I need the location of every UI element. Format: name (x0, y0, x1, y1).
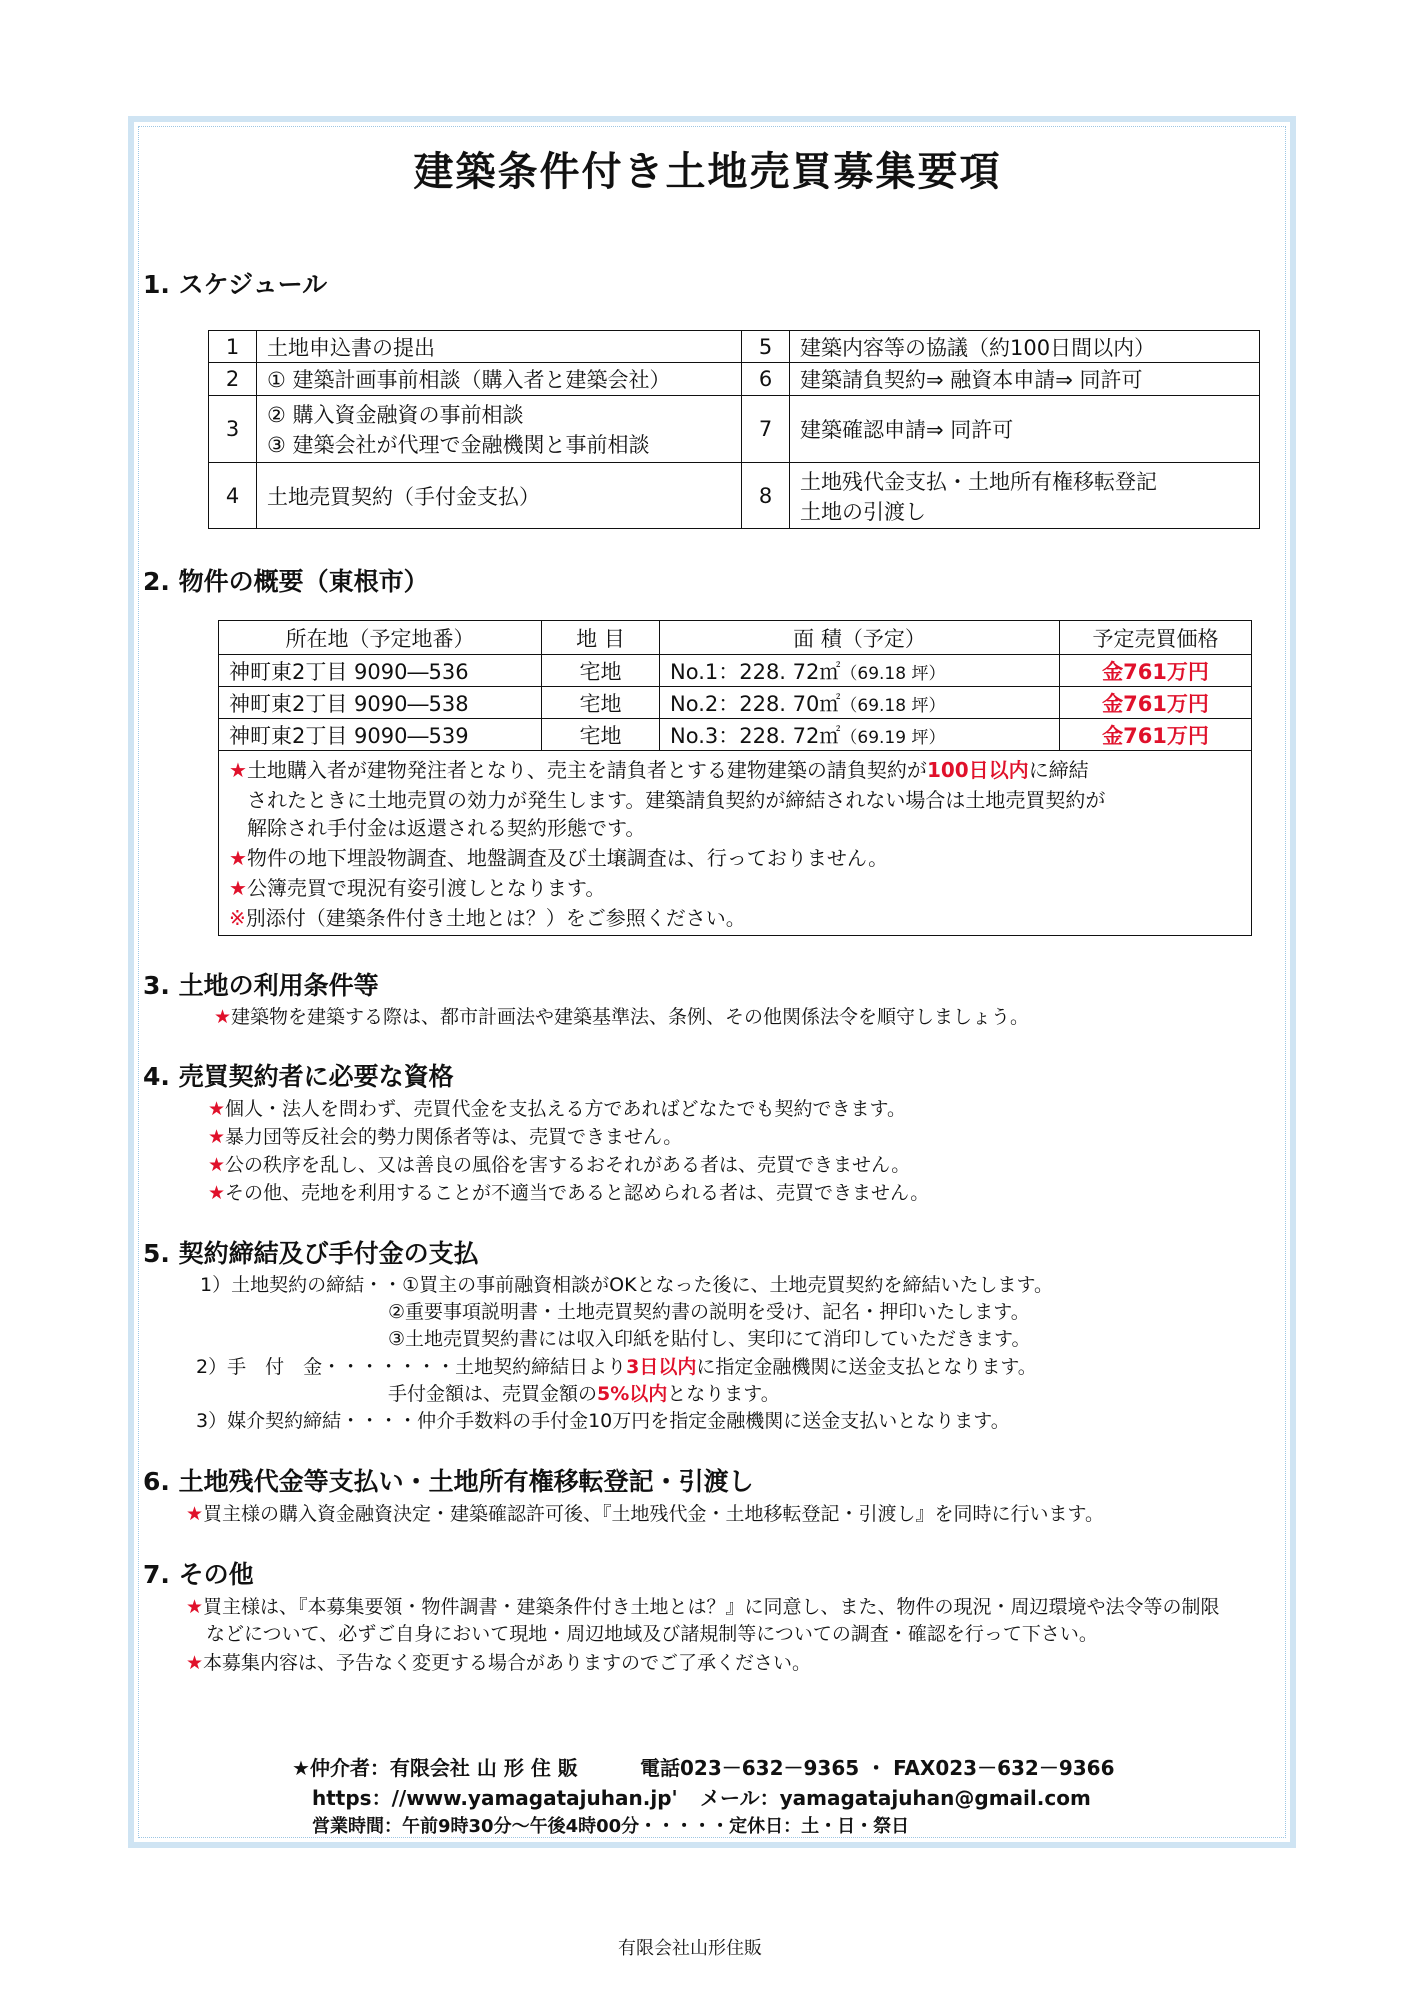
section-7-line: ★本募集内容は、予告なく変更する場合がありますのでご了承ください。 (186, 1652, 812, 1674)
section-4-line: ★その他、売地を利用することが不適当であると認められる者は、売買できません。 (208, 1182, 930, 1204)
note-line: されたときに土地売買の効力が発生します。建築請負契約が締結されない場合は土地売買契約が (247, 788, 1106, 812)
step-number: 3 (209, 396, 257, 463)
column-header: 地 目 (542, 621, 660, 655)
section-6-line: ★買主様の購入資金融資決定・建築確認許可後、『土地残代金・土地移転登記・引渡し』を同時に行います。 (186, 1503, 1105, 1525)
step-text-line: 土地の引渡し (800, 499, 926, 524)
star-icon: ★ (229, 876, 247, 900)
land-use-cell: 宅地 (542, 719, 660, 751)
section-5-line: 3）媒介契約締結・・・・仲介手数料の手付金10万円を指定金融機関に送金支払いとなります。 (196, 1410, 1010, 1432)
land-use-cell: 宅地 (542, 655, 660, 687)
section-6-heading: 6. 土地残代金等支払い・土地所有権移転登記・引渡し (143, 1467, 754, 1496)
price-cell: 金761万円 (1060, 655, 1252, 687)
note-line: 解除され手付金は返還される契約形態です。 (247, 816, 646, 840)
step-number: 1 (209, 331, 257, 363)
land-use-cell: 宅地 (542, 687, 660, 719)
star-icon: ★ (208, 1154, 226, 1176)
step-text: 土地申込書の提出 (257, 331, 742, 363)
step-text (790, 463, 1260, 529)
note-line: ★土地購入者が建物発注者となり、売主を請負者とする建物建築の請負契約が100日以内に締結 (229, 758, 1089, 782)
step-text (257, 396, 742, 463)
column-header: 所在地（予定地番） (219, 621, 542, 655)
location-cell: 神町東2丁目 9090―538 (219, 687, 542, 719)
step-text-line: ② 購入資金融資の事前相談 (267, 403, 524, 427)
section-5-line: ③土地売買契約書には収入印紙を貼付し、実印にて消印していただきます。 (388, 1328, 1031, 1350)
property-row (219, 655, 1252, 687)
step-text-line: 土地残代金支払・土地所有権移転登記 (800, 469, 1157, 494)
section-7-heading: 7. その他 (143, 1560, 254, 1589)
property-notes (218, 750, 1252, 936)
reference-mark: ※ (229, 906, 246, 930)
contact-phone-fax: 電話023－632－9365 ・ FAX023－632－9366 (640, 1756, 1115, 1780)
section-3-line: ★建築物を建築する際は、都市計画法や建築基準法、条例、その他関係法令を順守しましょう。 (214, 1006, 1030, 1028)
star-icon: ★ (229, 846, 247, 870)
section-5-line: 2）手 付 金・・・・・・・土地契約締結日より3日以内に指定金融機関に送金支払となります。 (196, 1356, 1037, 1378)
business-hours: 営業時間：午前9時30分～午後4時00分・・・・・定休日：土・日・祭日 (312, 1816, 910, 1837)
price-cell: 金761万円 (1060, 719, 1252, 751)
section-5-line: 手付金額は、売買金額の5%以内となります。 (388, 1383, 780, 1405)
website-link[interactable]: https：//www.yamagatajuhan.jp' (312, 1786, 678, 1810)
column-header: 予定売買価格 (1060, 621, 1252, 655)
step-number: 6 (742, 363, 790, 396)
section-4-line: ★個人・法人を問わず、売買代金を支払える方であればどなたでも契約できます。 (208, 1098, 907, 1120)
section-3-heading: 3. 土地の利用条件等 (143, 971, 379, 1000)
star-icon: ★ (208, 1126, 226, 1148)
schedule-row (209, 463, 1260, 529)
page-title: 建築条件付き土地売買募集要項 (413, 149, 1002, 195)
section-1-heading: 1. スケジュール (143, 270, 328, 299)
note-line: ★公簿売買で現況有姿引渡しとなります。 (229, 876, 606, 900)
step-text: ① 建築計画事前相談（購入者と建築会社） (257, 363, 742, 396)
company-name-bottom: 有限会社山形住販 (618, 1938, 762, 1959)
schedule-table (208, 330, 1260, 529)
section-5-line: ②重要事項説明書・土地売買契約書の説明を受け、記名・押印いたします。 (388, 1301, 1030, 1323)
location-cell: 神町東2丁目 9090―539 (219, 719, 542, 751)
schedule-row (209, 363, 1260, 396)
area-cell (660, 719, 1060, 751)
step-number: 7 (742, 396, 790, 463)
property-table (218, 620, 1252, 751)
area-tsubo: （69.18 坪） (840, 695, 946, 716)
step-text: 建築請負契約⇒ 融資本申請⇒ 同許可 (790, 363, 1260, 396)
section-5-heading: 5. 契約締結及び手付金の支払 (143, 1239, 479, 1268)
step-number: 5 (742, 331, 790, 363)
section-4-line: ★公の秩序を乱し、又は善良の風俗を害するおそれがある者は、売買できません。 (208, 1154, 911, 1176)
note-line: ※別添付（建築条件付き土地とは？）をご参照ください。 (229, 906, 746, 930)
schedule-row (209, 331, 1260, 363)
step-text: 建築内容等の協議（約100日間以内） (790, 331, 1260, 363)
section-7-line: ★買主様は、『本募集要領・物件調書・建築条件付き土地とは？』に同意し、また、物件の現況・周辺環境や法令等の制限 (186, 1596, 1220, 1618)
step-number: 8 (742, 463, 790, 529)
column-header: 面 積（予定） (660, 621, 1060, 655)
area-tsubo: （69.19 坪） (840, 727, 946, 748)
email-link[interactable]: メール：yamagatajuhan@gmail.com (700, 1786, 1091, 1810)
step-text-line: ③ 建築会社が代理で金融機関と事前相談 (267, 433, 650, 457)
star-icon: ★ (186, 1503, 204, 1525)
star-icon: ★ (214, 1006, 232, 1028)
area-cell (660, 655, 1060, 687)
star-icon: ★ (208, 1098, 226, 1120)
note-line: ★物件の地下埋設物調査、地盤調査及び土壌調査は、行っておりません。 (229, 846, 889, 870)
star-icon: ★ (292, 1756, 310, 1780)
step-text: 建築確認申請⇒ 同許可 (790, 396, 1260, 463)
area-value: No.1：228. 72㎡ (670, 659, 841, 684)
property-row (219, 687, 1252, 719)
location-cell: 神町東2丁目 9090―536 (219, 655, 542, 687)
area-tsubo: （69.18 坪） (840, 663, 946, 684)
broker-name: ★仲介者：有限会社 山 形 住 販 (292, 1756, 578, 1780)
schedule-row (209, 396, 1260, 463)
price-cell: 金761万円 (1060, 687, 1252, 719)
section-4-line: ★暴力団等反社会的勢力関係者等は、売買できません。 (208, 1126, 683, 1148)
star-icon: ★ (229, 758, 247, 782)
star-icon: ★ (186, 1652, 204, 1674)
step-text: 土地売買契約（手付金支払） (257, 463, 742, 529)
section-5-line: 1）土地契約の締結・・①買主の事前融資相談がOKとなった後に、土地売買契約を締結いたします。 (200, 1274, 1054, 1296)
section-7-line: などについて、必ずご自身において現地・周辺地域及び諸規制等についての調査・確認を行って下さい。 (206, 1623, 1098, 1645)
step-number: 2 (209, 363, 257, 396)
area-value: No.3：228. 72㎡ (670, 723, 841, 748)
section-4-heading: 4. 売買契約者に必要な資格 (143, 1062, 454, 1091)
property-header-row (219, 621, 1252, 655)
section-2-heading: 2. 物件の概要（東根市） (143, 567, 429, 596)
area-cell (660, 687, 1060, 719)
star-icon: ★ (186, 1596, 204, 1618)
area-value: No.2：228. 70㎡ (670, 691, 841, 716)
step-number: 4 (209, 463, 257, 529)
property-row (219, 719, 1252, 751)
star-icon: ★ (208, 1182, 226, 1204)
